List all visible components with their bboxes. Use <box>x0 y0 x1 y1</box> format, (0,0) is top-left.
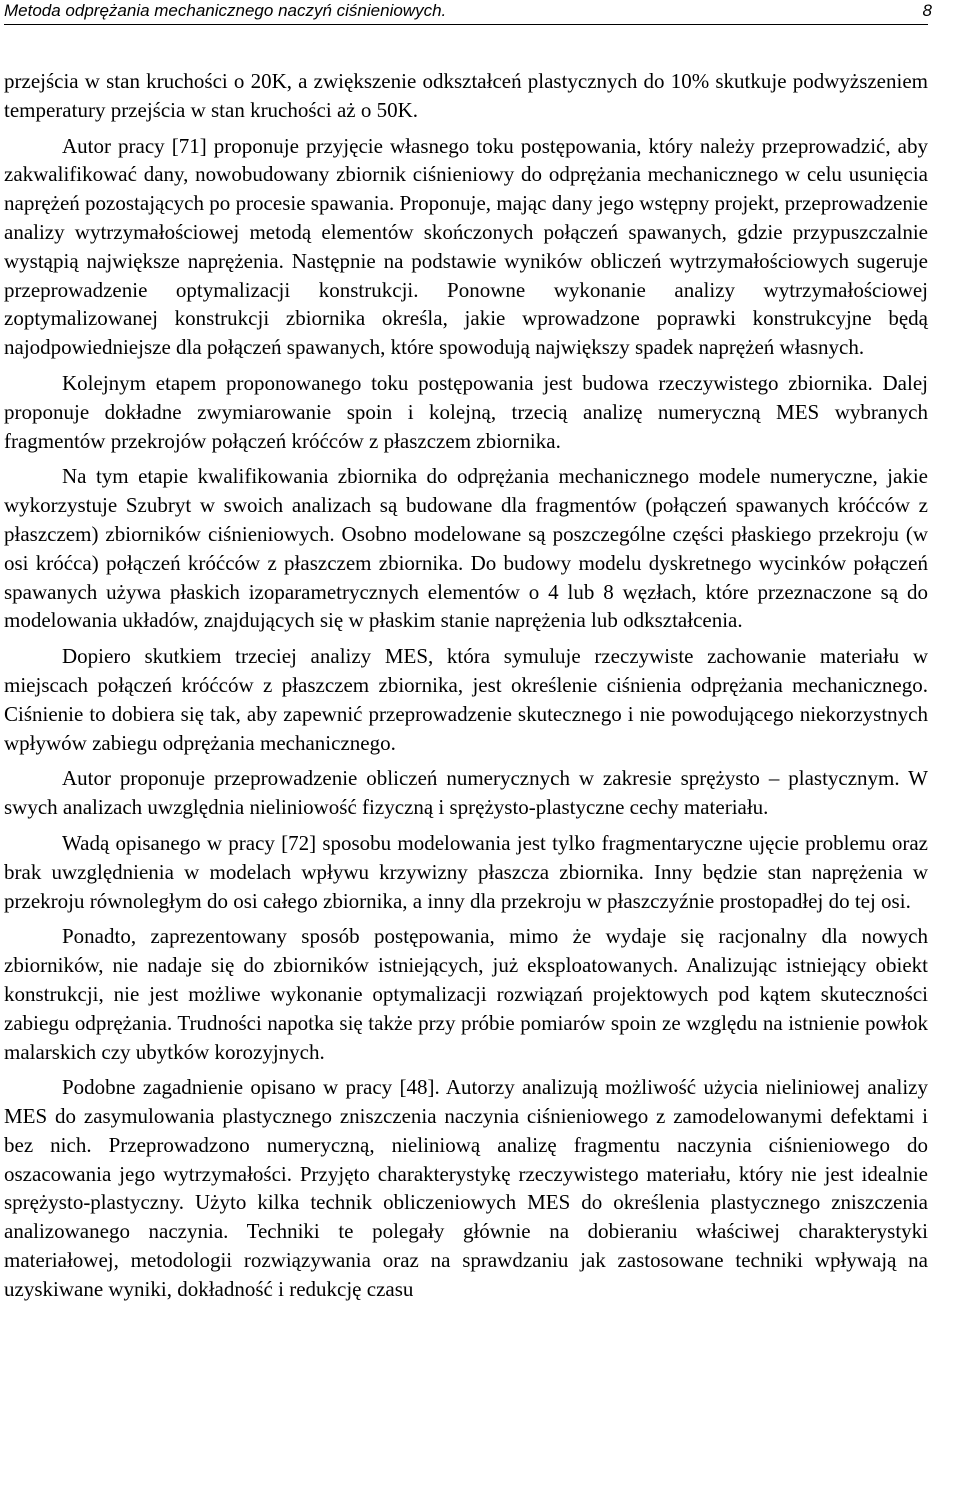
paragraph: Podobne zagadnienie opisano w pracy [48]. Autorzy analizują możliwość użycia nieliniowej analizy MES do zasymulowania plastycznego zniszczenia naczynia ciśnieniowego z zamodelowanymi defektami i bez nich. Przeprowadzono numeryczną, nieliniową analizę fragmentu naczynia ciśnieniowego do oszacowania jego wytrzymałości. Przyjęto charakterystykę rzeczywistego materiału, który nie jest idealnie sprężysto-plastyczny. Użyto kilka technik obliczeniowych MES do określenia plastycznego zniszczenia analizowanego naczynia. Techniki te polegały głównie na dobieraniu właściwej charakterystyki materiałowej, metodologii rozwiązywania oraz na sprawdzaniu jak zastosowane techniki wpływają na uzyskiwane wyniki, dokładność i redukcję czasu <box>4 1075 928 1301</box>
header-title: Metoda odprężania mechanicznego naczyń ciśnieniowych. <box>4 1 447 20</box>
paragraph: Na tym etapie kwalifikowania zbiornika do odprężania mechanicznego modele numeryczne, jakie wykorzystuje Szubryt w swoich analizach są budowane dla fragmentów (połączeń spawanych króćców z płaszczem) zbiorników ciśnieniowych. Osobno modelowane są poszczególne części płaskiego przekroju (w osi króćca) połączeń króćców z płaszczem zbiornika. Do budowy modelu dyskretnego wycinków połączeń spawanych używa płaskich izoparametrycznych elementów o 4 lub 8 węzłach, które przeznaczone są do modelowania układów, znajdujących się w płaskim stanie naprężenia lub odkształcenia. <box>4 464 928 633</box>
running-header <box>4 0 932 25</box>
paragraph: przejścia w stan kruchości o 20K, a zwiększenie odkształceń plastycznych do 10% skutkuje podwyższeniem temperatury przejścia w stan kruchości aż o 50K. <box>4 69 928 122</box>
paragraph: Autor proponuje przeprowadzenie obliczeń numerycznych w zakresie sprężysto – plastycznym. W swych analizach uwzględnia nieliniowość fizyczną i sprężysto-plastyczne cechy materiału. <box>4 766 928 820</box>
body-text <box>4 67 928 1304</box>
paragraph: Autor pracy [71] proponuje przyjęcie własnego toku postępowania, który należy przeprowadzić, aby zakwalifikować dany, nowobudowany zbiornik ciśnieniowy do odprężania mechanicznego w celu usunięcia naprężeń pozostających po procesie spawania. Proponuje, mając dany jego wstępny projekt, przeprowadzenie analizy wytrzymałościowej metodą elementów skończonych połączeń spawanych, gdzie przypuszczalnie wystąpią największe naprężenia. Następnie na podstawie wyników obliczeń wytrzymałościowych sugeruje przeprowadzenie optymalizacji konstrukcji. Ponowne wykonanie analizy wytrzymałościowej zoptymalizowanej konstrukcji zbiornika określa, jakie wprowadzone poprawki konstrukcyjne będą najodpowiedniejsze dla połączeń spawanych, które spowodują największy spadek naprężeń własnych. <box>4 133 928 360</box>
paragraph: Dopiero skutkiem trzeciej analizy MES, która symuluje rzeczywiste zachowanie materiału w miejscach połączeń króćców z płaszczem zbiornika, jest określenie ciśnienia odprężania mechanicznego. Ciśnienie to dobiera się tak, aby zapewnić przeprowadzenie skutecznego i nie powodującego niekorzystnych wpływów zabiegu odprężania mechanicznego. <box>4 644 928 755</box>
document-page <box>4 0 932 1311</box>
paragraph: Ponadto, zaprezentowany sposób postępowania, mimo że wydaje się racjonalny dla nowych zbiorników, nie nadaje się do zbiorników istniejących, już eksploatowanych. Analizując istniejący obiekt konstrukcji, nie jest możliwe wykonanie optymalizacji rozwiązań projektowych pod kątem skuteczności zabiegu odprężania. Trudności napotka się także przy próbie pomiarów spoin ze względu na istnienie powłok malarskich czy ubytków korozyjnych. <box>4 924 928 1064</box>
paragraph: Kolejnym etapem proponowanego toku postępowania jest budowa rzeczywistego zbiornika. Dalej proponuje dokładne zwymiarowanie spoin i kolejną, trzecią analizę numeryczną MES wybranych fragmentów przekrojów połączeń króćców z płaszczem zbiornika. <box>4 370 928 453</box>
paragraph: Wadą opisanego w pracy [72] sposobu modelowania jest tylko fragmentaryczne ujęcie problemu oraz brak uwzględnienia w modelach wpływu krzywizny płaszcza zbiornika. Inny będzie stan naprężenia w przekroju równoległym do osi całego zbiornika, a inny dla przekroju w płaszczyźnie prostopadłej do tej osi. <box>4 830 928 913</box>
page-number: 8 <box>922 1 932 20</box>
